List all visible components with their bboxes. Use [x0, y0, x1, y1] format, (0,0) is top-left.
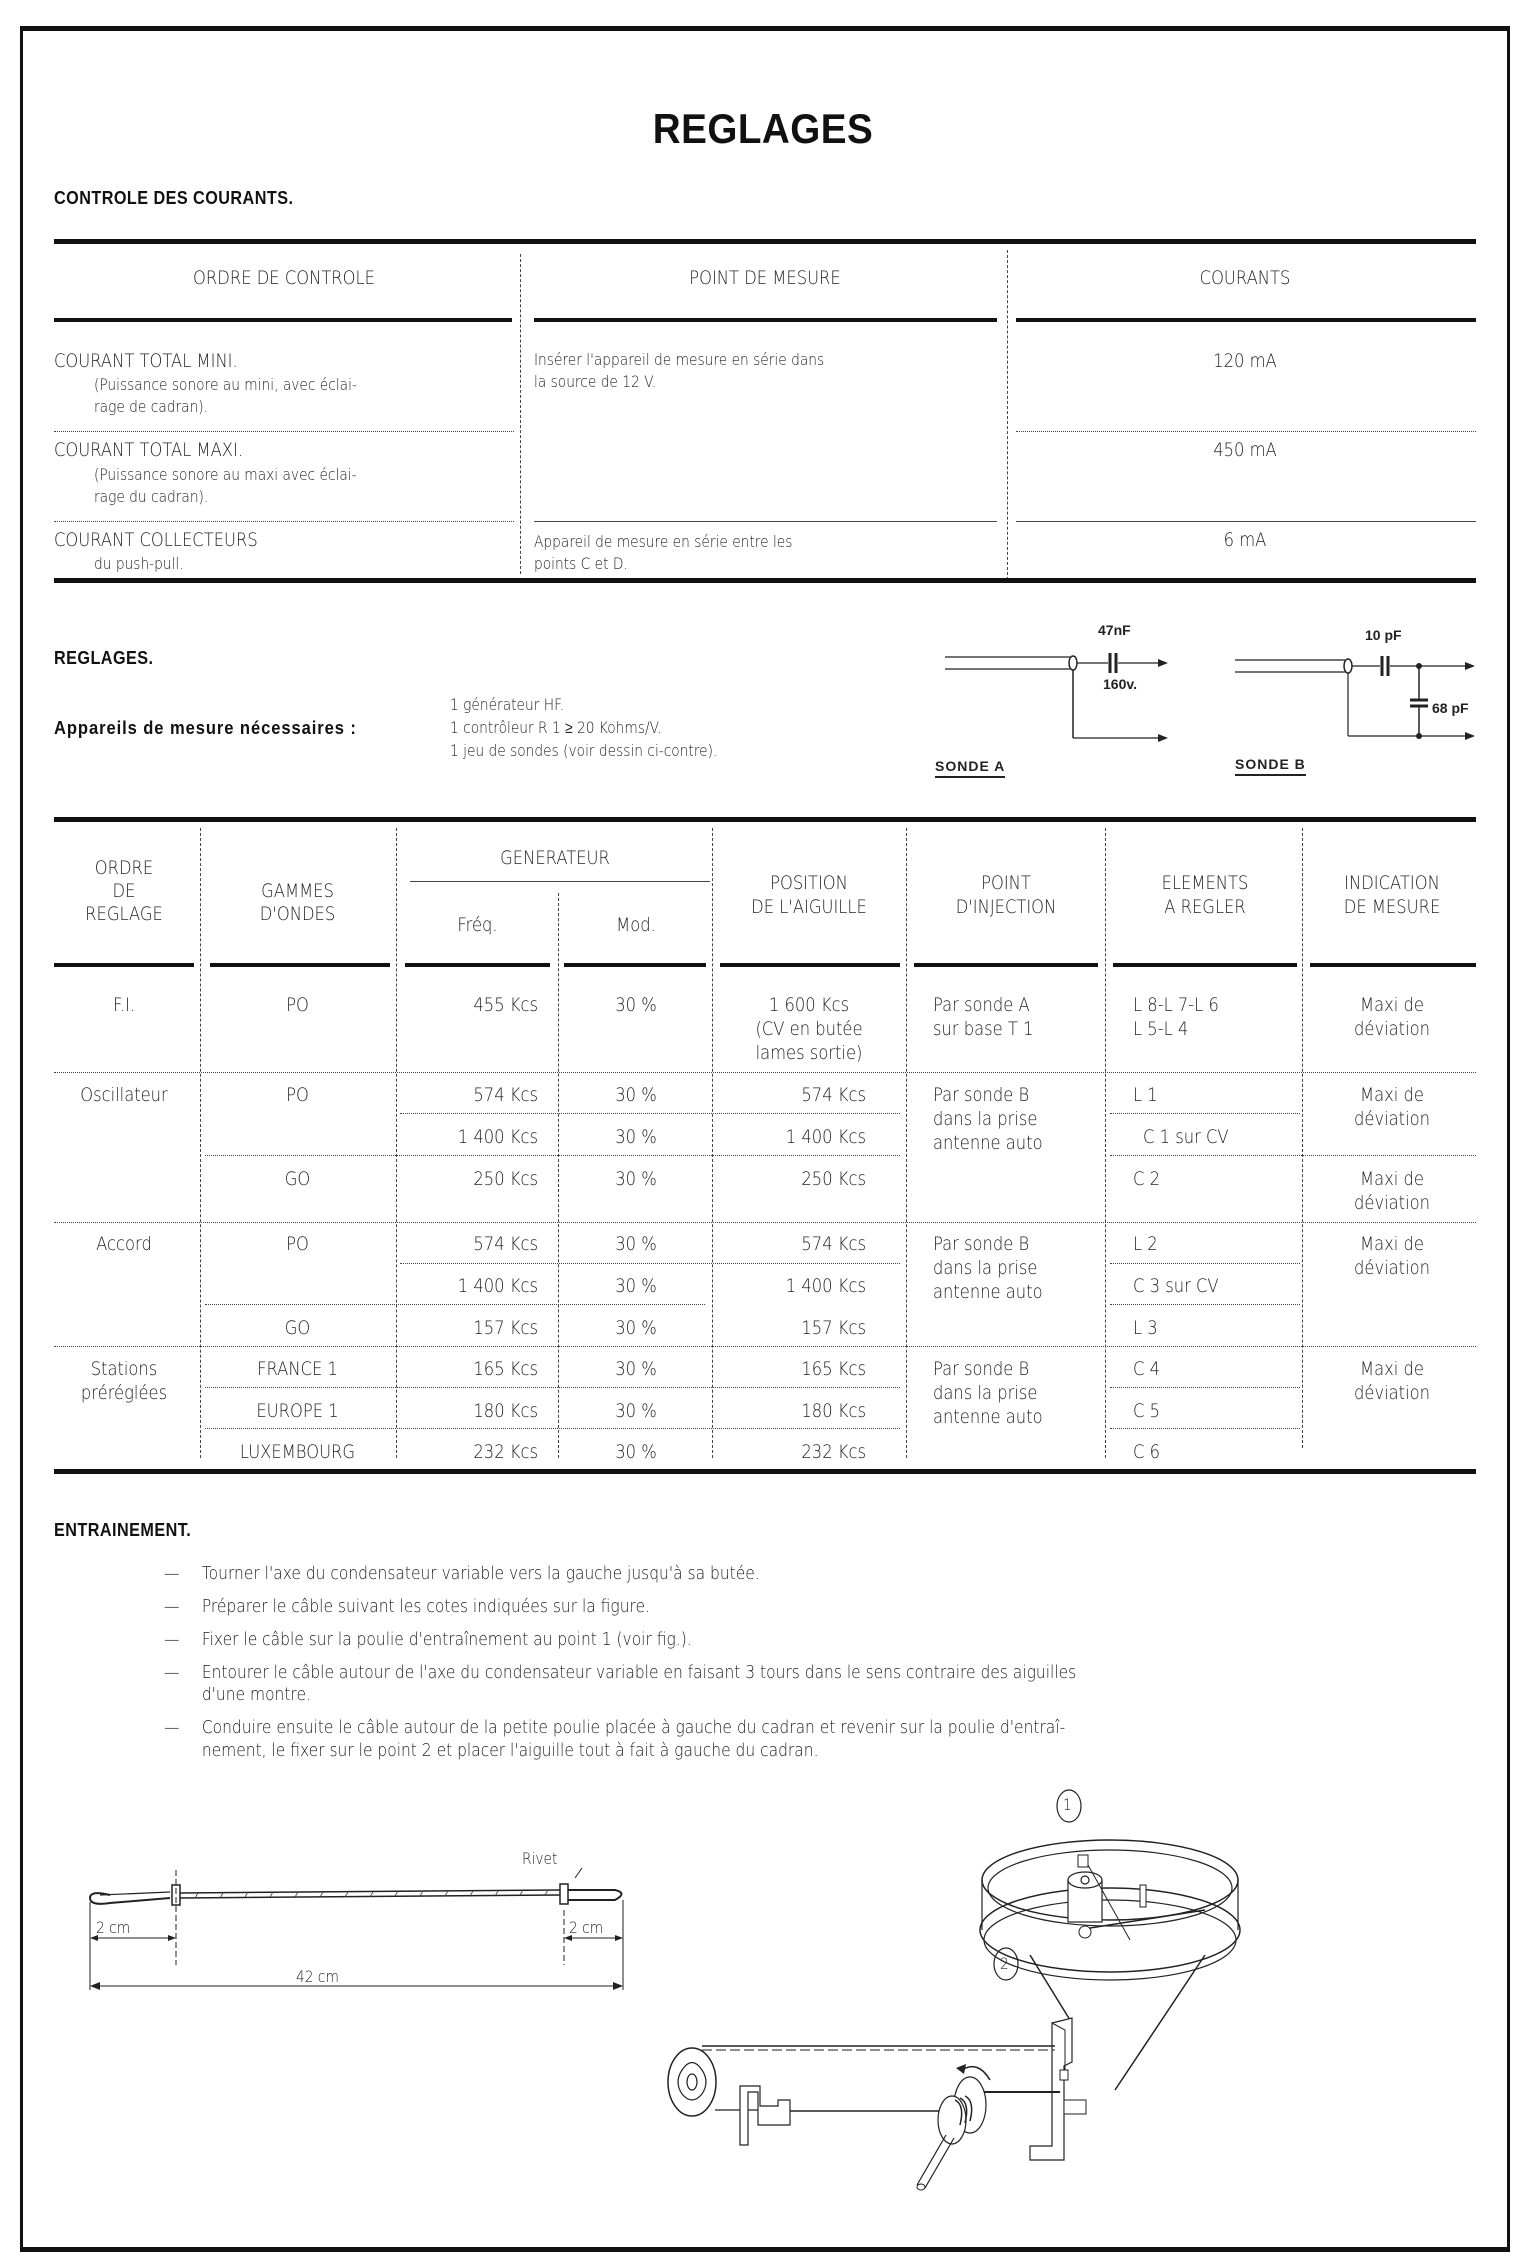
col-divider: [1105, 828, 1106, 1458]
controle-row-ordre-note: (Puissance sonore au mini, avec éclai-: [94, 375, 357, 394]
header-rule: [914, 963, 1098, 967]
position-cell: 232 Kcs: [801, 1441, 866, 1463]
rivet-label: Rivet: [522, 1849, 558, 1868]
header-injection: D'INJECTION: [955, 896, 1057, 918]
col-divider: [520, 254, 521, 574]
mod-cell: 30 %: [615, 1275, 657, 1297]
position-cell: 180 Kcs: [801, 1400, 866, 1422]
header-gammes: D'ONDES: [259, 903, 336, 925]
sonde-b-label: SONDE B: [1235, 756, 1306, 776]
row-divider: [205, 1428, 900, 1429]
freq-cell: 165 Kcs: [473, 1358, 538, 1380]
row-divider: [1110, 1113, 1300, 1114]
sonde-b-shunt-cap-label: 68 pF: [1432, 700, 1469, 716]
position-cell: 1 600 Kcs: [768, 994, 850, 1016]
ordre-stations: Stations: [90, 1358, 158, 1380]
step-text: Fixer le câble sur la poulie d'entraînement au point 1 (voir fig.).: [201, 1629, 692, 1650]
sonde-a-cap-label: 47nF: [1098, 622, 1131, 638]
dim-right-label: 2 cm: [569, 1918, 604, 1937]
header-rule: [1113, 963, 1297, 967]
step-dash: —: [164, 1717, 180, 1738]
gamme-cell: PO: [286, 994, 309, 1016]
row-divider: [205, 1387, 900, 1388]
group-divider: [54, 1072, 1476, 1073]
freq-cell: 180 Kcs: [473, 1400, 538, 1422]
header-rule: [54, 318, 512, 322]
elements-cell: C 3 sur CV: [1133, 1275, 1219, 1297]
header-freq: Fréq.: [457, 914, 498, 936]
indication-cell: déviation: [1354, 1108, 1430, 1130]
header-rule: [1310, 963, 1476, 967]
header-ordre: REGLAGE: [85, 903, 163, 925]
gamme-cell: EUROPE 1: [256, 1400, 339, 1422]
step-text: Préparer le câble suivant les cotes indiquées sur la figure.: [201, 1596, 651, 1617]
row-divider: [54, 431, 514, 432]
group-divider: [54, 1346, 1476, 1347]
controle-row-point: la source de 12 V.: [534, 372, 657, 391]
entrainement-heading: ENTRAINEMENT.: [54, 1520, 192, 1540]
position-cell: 157 Kcs: [801, 1317, 866, 1339]
controle-top-rule: [54, 239, 1476, 244]
position-cell: 165 Kcs: [801, 1358, 866, 1380]
row-divider: [1016, 521, 1476, 522]
col-header-courants: COURANTS: [1199, 267, 1291, 289]
freq-cell: 455 Kcs: [473, 994, 538, 1016]
row-divider: [534, 521, 997, 522]
elements-cell: C 6: [1133, 1441, 1161, 1463]
row-divider: [54, 521, 514, 522]
controle-row-ordre-note: rage du cadran).: [94, 487, 209, 506]
position-cell: 1 400 Kcs: [785, 1126, 866, 1148]
indication-cell: Maxi de: [1360, 1084, 1424, 1106]
elements-cell: L 3: [1133, 1317, 1158, 1339]
step-text: d'une montre.: [201, 1684, 311, 1705]
indication-cell: déviation: [1354, 1192, 1430, 1214]
mod-cell: 30 %: [615, 1233, 657, 1255]
freq-cell: 250 Kcs: [473, 1168, 538, 1190]
controle-row-ordre: COURANT TOTAL MINI.: [54, 350, 238, 372]
row-divider: [1016, 431, 1476, 432]
step-dash: —: [164, 1629, 180, 1650]
sonde-a-voltage-label: 160v.: [1103, 676, 1137, 692]
header-indication: INDICATION: [1344, 872, 1440, 894]
mod-cell: 30 %: [615, 1400, 657, 1422]
elements-cell: C 5: [1133, 1400, 1161, 1422]
controle-row-ordre: COURANT TOTAL MAXI.: [54, 439, 244, 461]
appareil-item: 1 contrôleur R 1 ≥ 20 Kohms/V.: [450, 718, 662, 737]
controle-row-point: Insérer l'appareil de mesure en série dans: [534, 350, 825, 369]
row-divider: [400, 1113, 900, 1114]
indication-cell: Maxi de: [1360, 1168, 1424, 1190]
injection-cell: Par sonde B: [933, 1233, 1030, 1255]
mod-cell: 30 %: [615, 1358, 657, 1380]
injection-cell: antenne auto: [933, 1406, 1043, 1428]
row-divider: [205, 1304, 705, 1305]
table-bottom-rule: [54, 1469, 1476, 1474]
group-divider: [54, 1222, 1476, 1223]
controle-heading: CONTROLE DES COURANTS.: [54, 188, 294, 208]
injection-cell: Par sonde A: [933, 994, 1030, 1016]
controle-row-ordre-note: (Puissance sonore au maxi avec éclai-: [94, 465, 357, 484]
col-divider: [1007, 250, 1008, 580]
controle-row-ordre: COURANT COLLECTEURS: [54, 529, 258, 551]
point-2-label: 2: [1000, 1954, 1009, 1973]
step-dash: —: [164, 1563, 180, 1584]
col-divider: [906, 828, 907, 1458]
appareil-item: 1 jeu de sondes (voir dessin ci-contre).: [450, 741, 718, 760]
indication-cell: déviation: [1354, 1382, 1430, 1404]
freq-cell: 232 Kcs: [473, 1441, 538, 1463]
freq-cell: 574 Kcs: [473, 1233, 538, 1255]
header-ordre: DE: [112, 880, 136, 902]
elements-cell: C 4: [1133, 1358, 1161, 1380]
header-gammes: GAMMES: [261, 880, 334, 902]
drive-mechanism-figure: [660, 1780, 1520, 2250]
gamme-cell: LUXEMBOURG: [239, 1441, 356, 1463]
header-indication: DE MESURE: [1343, 896, 1441, 918]
step-dash: —: [164, 1662, 180, 1683]
mod-cell: 30 %: [615, 1126, 657, 1148]
injection-cell: sur base T 1: [933, 1018, 1034, 1040]
col-divider: [396, 828, 397, 1458]
injection-cell: dans la prise: [933, 1257, 1038, 1279]
sonde-a-label: SONDE A: [935, 758, 1005, 778]
sonde-b-series-cap-label: 10 pF: [1365, 627, 1402, 643]
header-position: DE L'AIGUILLE: [751, 896, 867, 918]
indication-cell: Maxi de: [1360, 1233, 1424, 1255]
mod-cell: 30 %: [615, 994, 657, 1016]
header-generateur: GENERATEUR: [500, 847, 610, 869]
controle-row-point: points C et D.: [534, 554, 628, 573]
ordre-fi: F.I.: [113, 994, 135, 1016]
col-header-ordre: ORDRE DE CONTROLE: [193, 267, 375, 289]
gamme-cell: PO: [286, 1084, 309, 1106]
row-divider: [400, 1263, 900, 1264]
dim-left-label: 2 cm: [96, 1918, 131, 1937]
header-rule: [564, 963, 706, 967]
elements-cell: L 8-L 7-L 6: [1133, 994, 1219, 1016]
position-cell: 1 400 Kcs: [785, 1275, 866, 1297]
indication-cell: Maxi de: [1360, 994, 1424, 1016]
freq-cell: 1 400 Kcs: [457, 1275, 538, 1297]
header-rule: [54, 963, 194, 967]
mod-cell: 30 %: [615, 1317, 657, 1339]
dim-total-label: 42 cm: [296, 1967, 339, 1986]
header-rule: [210, 963, 390, 967]
elements-cell: L 2: [1133, 1233, 1158, 1255]
row-divider: [205, 1155, 900, 1156]
elements-cell: L 5-L 4: [1133, 1018, 1189, 1040]
injection-cell: antenne auto: [933, 1132, 1043, 1154]
position-cell: lames sortie): [755, 1042, 863, 1064]
controle-row-point: Appareil de mesure en série entre les: [534, 532, 793, 551]
col-divider: [200, 828, 201, 1458]
ordre-oscillateur: Oscillateur: [80, 1084, 168, 1106]
position-cell: 574 Kcs: [801, 1084, 866, 1106]
gamme-cell: FRANCE 1: [257, 1358, 338, 1380]
table-top-rule: [54, 817, 1476, 822]
row-divider: [1110, 1155, 1476, 1156]
position-cell: (CV en butée: [755, 1018, 863, 1040]
row-divider: [1110, 1428, 1300, 1429]
injection-cell: Par sonde B: [933, 1084, 1030, 1106]
header-mod: Mod.: [616, 914, 656, 936]
header-rule: [1016, 318, 1476, 322]
row-divider: [1110, 1263, 1300, 1264]
header-elements: ELEMENTS: [1161, 872, 1249, 894]
reglages-heading: REGLAGES.: [54, 648, 154, 668]
row-divider: [1110, 1387, 1300, 1388]
header-rule: [720, 963, 900, 967]
freq-cell: 157 Kcs: [473, 1317, 538, 1339]
col-header-point: POINT DE MESURE: [689, 267, 841, 289]
injection-cell: antenne auto: [933, 1281, 1043, 1303]
ordre-stations: préréglées: [80, 1382, 168, 1404]
injection-cell: dans la prise: [933, 1108, 1038, 1130]
header-rule: [405, 963, 550, 967]
position-cell: 574 Kcs: [801, 1233, 866, 1255]
elements-cell: C 1 sur CV: [1143, 1126, 1229, 1148]
col-divider: [558, 893, 559, 1458]
point-1-label: 1: [1063, 1795, 1072, 1814]
gamme-cell: PO: [286, 1233, 309, 1255]
col-divider: [712, 828, 713, 1458]
controle-row-ordre-note: du push-pull.: [94, 554, 184, 573]
page-title: REGLAGES: [652, 105, 874, 152]
step-dash: —: [164, 1596, 180, 1617]
header-elements: A REGLER: [1164, 896, 1246, 918]
row-divider: [1110, 1304, 1300, 1305]
col-divider: [1302, 828, 1303, 1448]
step-text: Entourer le câble autour de l'axe du condensateur variable en faisant 3 tours dans le sens contraire des aiguilles: [201, 1662, 1077, 1683]
generateur-rule: [410, 881, 710, 882]
controle-row-courant: 120 mA: [1213, 350, 1277, 372]
ordre-accord: Accord: [96, 1233, 152, 1255]
elements-cell: L 1: [1133, 1084, 1158, 1106]
indication-cell: déviation: [1354, 1257, 1430, 1279]
appareil-item: 1 générateur HF.: [450, 695, 565, 714]
mod-cell: 30 %: [615, 1168, 657, 1190]
step-text: nement, le fixer sur le point 2 et placer l'aiguille tout à fait à gauche du cadran.: [201, 1740, 819, 1761]
header-position: POSITION: [770, 872, 848, 894]
controle-bottom-rule: [54, 578, 1476, 583]
controle-row-courant: 6 mA: [1223, 529, 1267, 551]
controle-row-ordre-note: rage de cadran).: [94, 397, 209, 416]
step-text: Conduire ensuite le câble autour de la petite poulie placée à gauche du cadran et revenir sur la poulie d'entraî-: [201, 1717, 1066, 1738]
mod-cell: 30 %: [615, 1441, 657, 1463]
header-rule: [534, 318, 997, 322]
header-ordre: ORDRE: [94, 857, 154, 879]
indication-cell: déviation: [1354, 1018, 1430, 1040]
freq-cell: 1 400 Kcs: [457, 1126, 538, 1148]
freq-cell: 574 Kcs: [473, 1084, 538, 1106]
indication-cell: Maxi de: [1360, 1358, 1424, 1380]
injection-cell: dans la prise: [933, 1382, 1038, 1404]
position-cell: 250 Kcs: [801, 1168, 866, 1190]
appareils-label: Appareils de mesure nécessaires :: [54, 718, 357, 738]
step-text: Tourner l'axe du condensateur variable vers la gauche jusqu'à sa butée.: [201, 1563, 760, 1584]
header-injection: POINT: [981, 872, 1031, 894]
controle-row-courant: 450 mA: [1213, 439, 1277, 461]
gamme-cell: GO: [284, 1317, 311, 1339]
injection-cell: Par sonde B: [933, 1358, 1030, 1380]
gamme-cell: GO: [284, 1168, 311, 1190]
elements-cell: C 2: [1133, 1168, 1161, 1190]
mod-cell: 30 %: [615, 1084, 657, 1106]
